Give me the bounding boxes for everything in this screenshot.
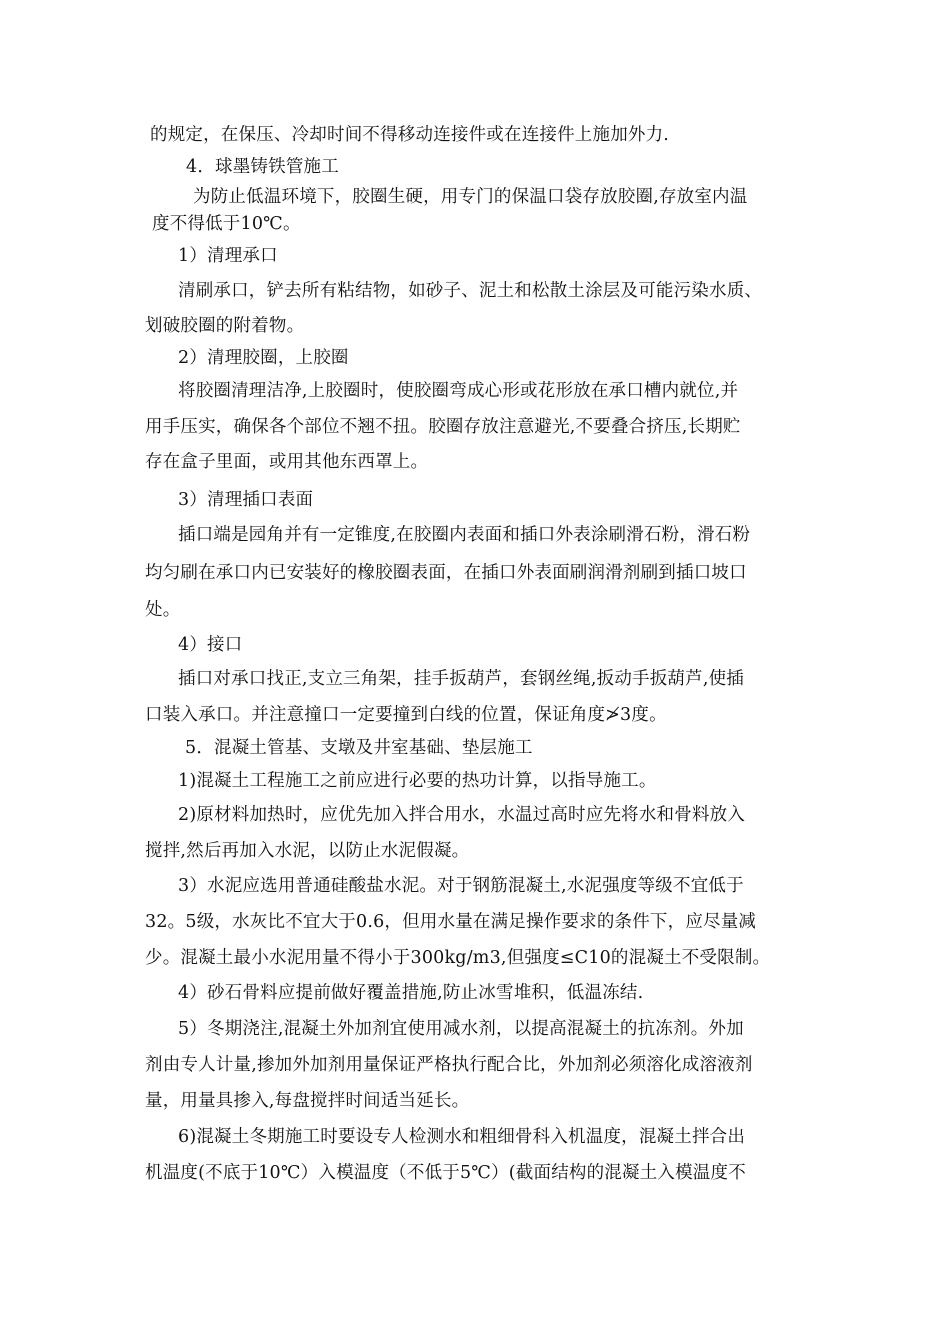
subsection-heading: 3）清理插口表面 — [178, 490, 314, 510]
subsection-heading: 1）清理承口 — [178, 246, 278, 266]
text-line: 的规定，在保压、冷却时间不得移动连接件或在连接件上施加外力. — [150, 125, 670, 145]
text-line: 口装入承口。并注意撞口一定要撞到白线的位置，保证角度≯3度。 — [145, 705, 667, 725]
text-line: 插口端是园角并有一定锥度,在胶圈内表面和插口外表涂刷滑石粉，滑石粉 — [178, 525, 751, 545]
text-line: 1)混凝土工程施工之前应进行必要的热功计算，以指导施工。 — [178, 771, 657, 791]
text-line: 5）冬期浇注,混凝土外加剂宜使用减水剂，以提高混凝土的抗冻剂。外加 — [178, 1019, 744, 1039]
subsection-heading: 4）接口 — [178, 635, 243, 655]
text-line: 处。 — [145, 600, 181, 620]
text-line: 6)混凝土冬期施工时要设专人检测水和粗细骨科入机温度，混凝土拌合出 — [178, 1127, 746, 1147]
text-line: 插口对承口找正,支立三角架，挂手扳葫芦，套钢丝绳,扳动手扳葫芦,使插 — [178, 669, 744, 689]
section-heading: 4．球墨铸铁管施工 — [186, 157, 339, 177]
text-line: 4）砂石骨料应提前做好覆盖措施,防止冰雪堆积，低温冻结. — [178, 983, 644, 1003]
text-line: 将胶圈清理洁净,上胶圈时，使胶圈弯成心形或花形放在承口槽内就位,并 — [178, 381, 739, 401]
text-line: 32。5级，水灰比不宜大于0.6，但用水量在满足操作要求的条件下，应尽量减 — [145, 912, 757, 932]
text-line: 搅拌,然后再加入水泥，以防止水泥假凝。 — [145, 841, 470, 861]
text-line: 均匀刷在承口内已安装好的橡胶圈表面，在插口外表面刷润滑剂刷到插口坡口 — [145, 563, 747, 583]
text-line: 机温度(不底于10℃）入模温度（不低于5℃）(截面结构的混凝土入模温度不 — [145, 1163, 746, 1183]
subsection-heading: 2）清理胶圈，上胶圈 — [178, 348, 349, 368]
text-line: 用手压实，确保各个部位不翘不扭。胶圈存放注意避光,不要叠合挤压,长期贮 — [145, 417, 741, 437]
text-line: 量，用量具掺入,每盘搅拌时间适当延长。 — [145, 1091, 470, 1111]
text-line: 剂由专人计量,掺加外加剂用量保证严格执行配合比，外加剂必须溶化成溶液剂 — [145, 1055, 753, 1075]
text-line: 少。混凝土最小水泥用量不得小于300kg/m3,但强度≤C10的混凝土不受限制。 — [145, 948, 771, 968]
text-line: 存在盒子里面，或用其他东西罩上。 — [145, 452, 429, 472]
section-heading: 5．混凝土管基、支墩及井室基础、垫层施工 — [185, 738, 533, 758]
text-line: 为防止低温环境下，胶圈生硬，用专门的保温口袋存放胶圈,存放室内温 — [193, 187, 748, 207]
text-line: 2)原材料加热时，应优先加入拌合用水，水温过高时应先将水和骨料放入 — [178, 805, 746, 825]
text-line: 度不得低于10℃。 — [152, 214, 301, 234]
text-line: 清刷承口，铲去所有粘结物，如砂子、泥土和松散土涂层及可能污染水质、 — [178, 281, 763, 301]
text-line: 划破胶圈的附着物。 — [145, 316, 305, 336]
text-line: 3）水泥应选用普通硅酸盐水泥。对于钢筋混凝土,水泥强度等级不宜低于 — [178, 876, 744, 896]
